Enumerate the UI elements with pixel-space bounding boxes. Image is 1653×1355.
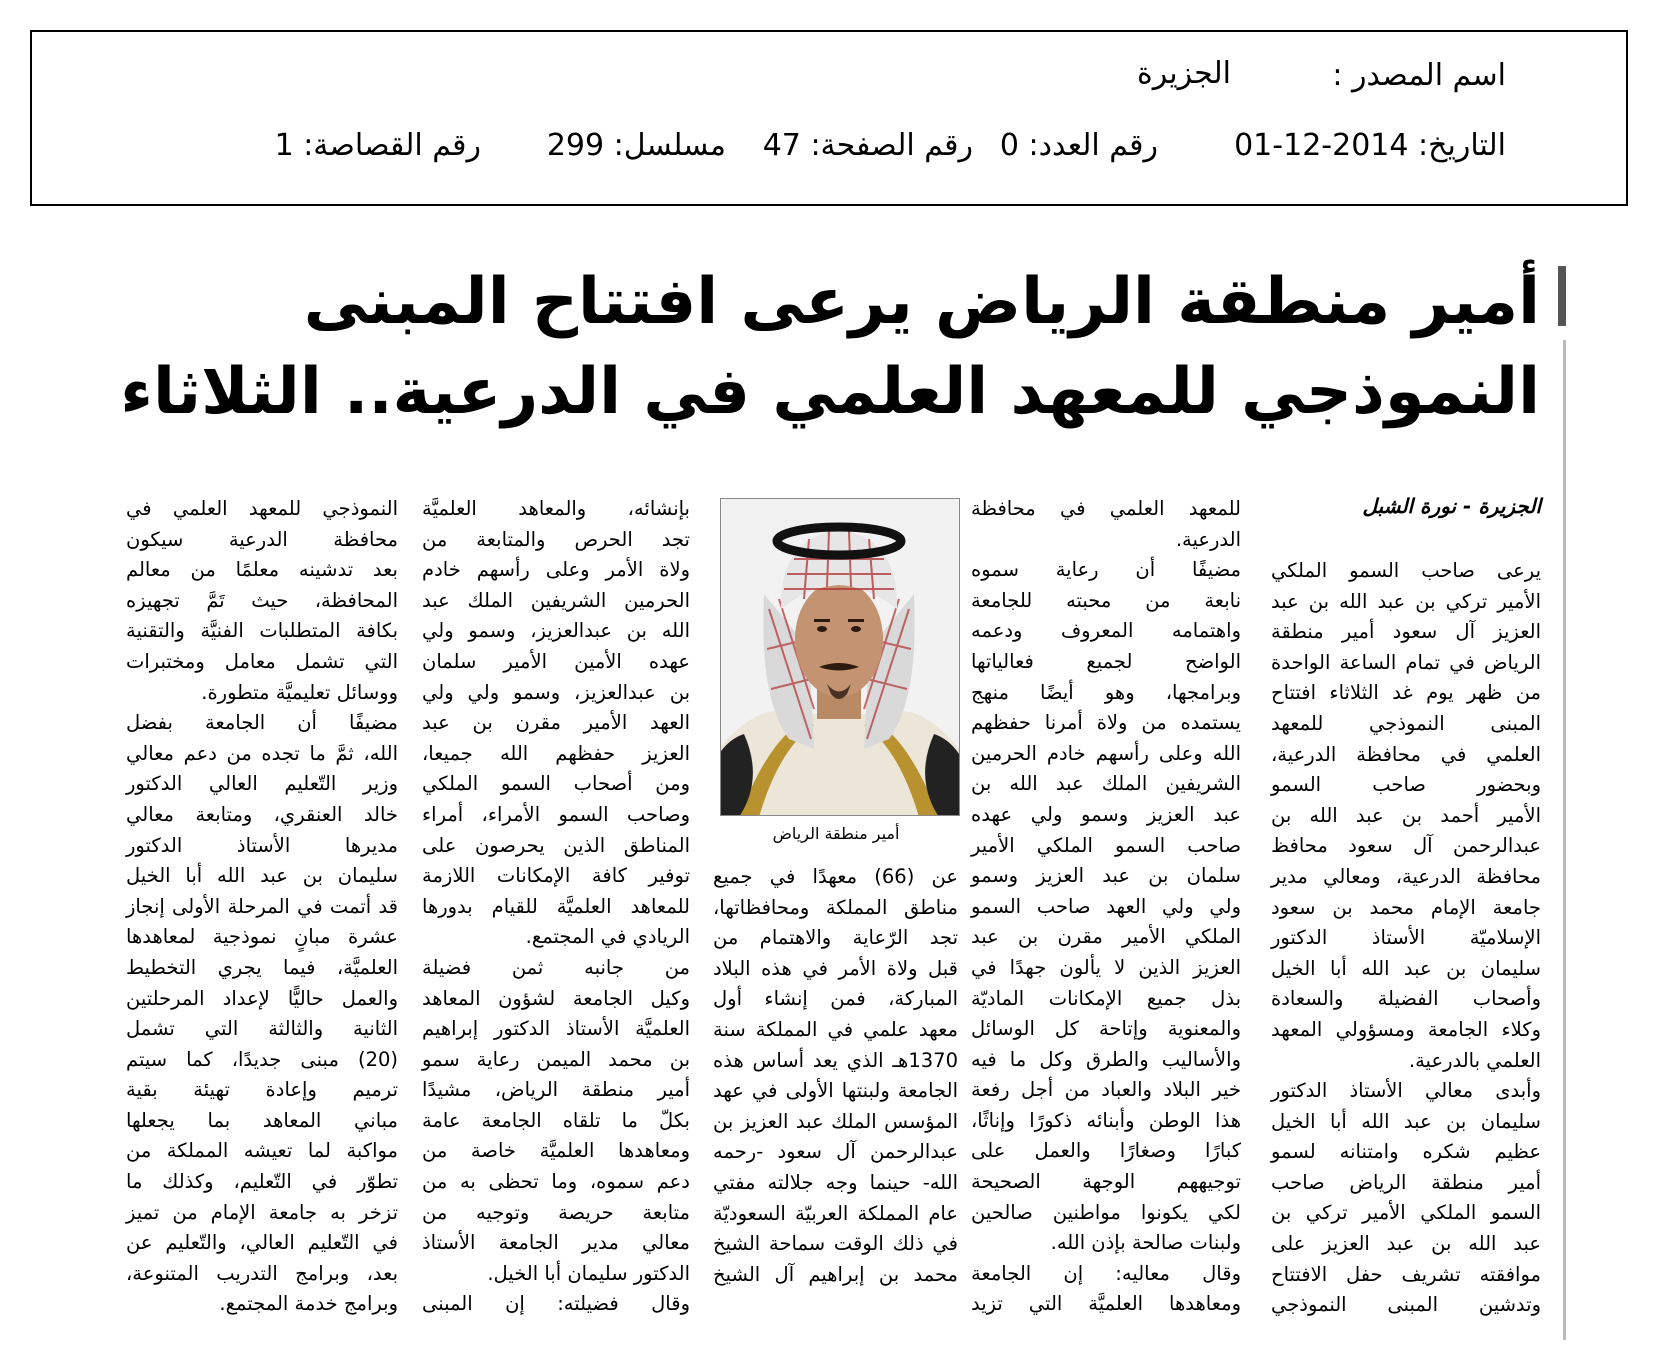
article-line: (20) مبنى جديدًا، كما سيتم	[126, 1047, 398, 1071]
article-line: المبنى النموذجي للمعهد	[1271, 711, 1541, 735]
article-line: العزيز الذين لا يألون جهدًا في	[971, 955, 1241, 979]
article-line: وتدشين المبنى النموذجي	[1271, 1293, 1541, 1317]
article-line: عظيم شكره وامتنانه لسمو	[1271, 1140, 1541, 1164]
article-line: وبحضور صاحب السمو	[1271, 773, 1541, 797]
article-line: العلمي في محافظة الدرعية،	[1271, 742, 1541, 766]
article-line: صاحب السمو الملكي الأمير	[971, 833, 1241, 857]
article-line: الشريفين الملك عبد الله بن	[971, 772, 1241, 796]
article-line: الواضح لجميع فعالياتها	[971, 649, 1241, 673]
headline-line-2: النموذجي للمعهد العلمي في الدرعية.. الثلاثاء	[120, 355, 1540, 429]
article-line: بعد، وبرامج التدريب المتنوعة،	[126, 1261, 398, 1285]
article-line: السمو الملكي الأمير تركي بن	[1271, 1201, 1541, 1225]
article-line: عبد العزيز وسمو ولي عهده	[971, 802, 1241, 826]
article-line: الأمير أحمد بن عبد الله بن	[1271, 803, 1541, 827]
source-label: اسم المصدر :	[1332, 58, 1506, 93]
article-line: متابعة حريصة وتوجيه من	[422, 1200, 690, 1224]
article-line: المحافظة، حيث تَمَّ تجهيزه	[126, 588, 398, 612]
article-line: العلميَّة الأستاذ الدكتور إبراهيم	[422, 1017, 690, 1041]
article-line: الرياض في تمام الساعة الواحدة	[1271, 650, 1541, 674]
article-line: وأصحاب الفضيلة والسعادة	[1271, 987, 1541, 1011]
article-line: الدكتور سليمان أبا الخيل.	[487, 1261, 690, 1285]
article-line: مواكبة لما تعيشه المملكة من	[126, 1139, 398, 1163]
article-line: من ظهر يوم غد الثلاثاء افتتاح	[1271, 681, 1541, 705]
article-line: تطوّر في التّعليم، وكذلك ما	[126, 1170, 398, 1194]
article-line: العزيز حفظهم الله جميعا،	[422, 741, 690, 765]
article-line: وصاحب السمو الأمراء، أمراء	[422, 802, 690, 826]
article-column-5	[126, 494, 398, 1320]
article-line: يستمده من ولاة أمرنا حفظهم	[971, 711, 1241, 735]
article-line: قبل ولاة الأمر في هذه البلاد	[713, 956, 958, 980]
article-line: عن (66) معهدًا في جميع	[713, 865, 958, 888]
article-line: النموذجي للمعهد العلمي في	[126, 497, 398, 520]
article-line: الجامعة ولبنتها الأولى في عهد	[713, 1079, 958, 1103]
article-column-2	[971, 494, 1241, 1320]
article-line: تجد الرّعاية والاهتمام من	[713, 926, 958, 950]
article-line: مباني المعاهد بما يجعلها	[126, 1108, 398, 1132]
article-line: لكي يكونوا مواطنين صالحين	[971, 1200, 1241, 1224]
article-line: معالي مدير الجامعة الأستاذ	[422, 1231, 690, 1255]
article-line: ترميم وإعادة تهيئة بقية	[126, 1078, 398, 1102]
article-line: ومن أصحاب السمو الملكي	[422, 772, 690, 796]
article-line: يرعى صاحب السمو الملكي	[1271, 559, 1541, 582]
article-line: أمير منطقة الرياض، مشيدًا	[422, 1078, 690, 1102]
article-line: وأبدى معالي الأستاذ الدكتور	[1271, 1079, 1541, 1103]
article-line: الثانية والثالثة التي تشمل	[126, 1017, 398, 1041]
article-line: محافظة الدرعية سيكون	[126, 527, 398, 551]
article-line: الإسلاميّة الأستاذ الدكتور	[1271, 926, 1541, 950]
article-line: وقال فضيلته: إن المبنى	[422, 1292, 690, 1316]
page-number-field: رقم الصفحة: 47	[762, 128, 973, 163]
article-line: بن عبدالعزيز، وسمو ولي ولي	[422, 680, 690, 704]
article-line: تجد الحرص والمتابعة من	[422, 527, 690, 551]
article-line: وبرامج خدمة المجتمع.	[219, 1292, 398, 1316]
article-line: مناطق المملكة ومحافظاتها،	[713, 895, 958, 919]
article-line: وزير التّعليم العالي الدكتور	[126, 772, 398, 796]
article-line: العلمي بالدرعية.	[1408, 1048, 1541, 1072]
article-line: العلميَّة، فيما يجري التخطيط	[126, 955, 398, 979]
article-line: وكيل الجامعة لشؤون المعاهد	[422, 986, 690, 1010]
article-line: وقال معاليه: إن الجامعة	[971, 1261, 1241, 1285]
article-line: التي تشمل معامل ومختبرات	[126, 649, 398, 673]
article-line: العزيز آل سعود أمير منطقة	[1271, 620, 1541, 644]
article-column-1	[1271, 556, 1541, 1321]
article-line: والأساليب والطرق وكل ما فيه	[971, 1047, 1241, 1071]
article-line: هذا الوطن وأبنائه ذكورًا وإناثًا،	[971, 1108, 1241, 1132]
article-line: الله وعلى رأسهم خادم الحرمين	[971, 741, 1241, 765]
article-line: محافظة الدرعية، ومعالي مدير	[1271, 864, 1541, 888]
article-line: الله، ثمَّ ما تجده من دعم معالي	[126, 741, 398, 765]
date-field: التاريخ: 2014-12-01	[1234, 128, 1506, 163]
headline-line-1: أمير منطقة الرياض يرعى افتتاح المبنى	[303, 265, 1540, 339]
article-line: المناطق الذين يحرصون على	[422, 833, 690, 857]
article-line: سليمان بن عبد الله أبا الخيل	[1271, 1109, 1541, 1133]
article-line: عشرة مبانٍ نموذجية لمعاهدها	[126, 925, 398, 949]
article-line: بعد تدشينه معلمًا من معالم	[126, 558, 398, 582]
article-line: سليمان بن عبد الله أبا الخيل	[126, 864, 398, 888]
article-line: الأمير تركي بن عبد الله بن عبد	[1271, 589, 1541, 613]
article-line: خالد العنقري، ومتابعة معالي	[126, 802, 398, 826]
article-line: والعمل حاليًّا لإعداد المرحلتين	[126, 986, 398, 1010]
article-line: المؤسس الملك عبد العزيز بن	[713, 1109, 958, 1133]
article-line: عهده الأمين الأمير سلمان	[422, 649, 690, 673]
article-line: بن محمد الميمن رعاية سمو	[422, 1047, 690, 1071]
article-line: تزخر به جامعة الإمام من تميز	[126, 1200, 398, 1224]
article-line: في ذلك الوقت سماحة الشيخ	[713, 1232, 958, 1256]
article-line: من جانبه ثمن فضيلة	[422, 955, 690, 979]
article-column-3	[713, 862, 958, 1290]
article-line: ومعاهدها العلميَّة خاصة من	[422, 1139, 690, 1163]
article-line: عبد الله بن عبد العزيز على	[1271, 1232, 1541, 1256]
article-line: للمعاهد العلميَّة للقيام بدورها	[422, 894, 690, 918]
article-line: المباركة، فمن إنشاء أول	[713, 987, 958, 1011]
article-line: سلمان بن عبد العزيز وسمو	[971, 864, 1241, 888]
issue-number-field: رقم العدد: 0	[999, 128, 1158, 163]
article-line: أمير منطقة الرياض صاحب	[1271, 1170, 1541, 1194]
article-line: عبدالرحمن آل سعود محافظ	[1271, 834, 1541, 858]
article-line: الله- حينما وجه جلالته مفتي	[713, 1170, 958, 1194]
photo-caption: أمير منطقة الرياض	[772, 824, 900, 843]
article-line: الريادي في المجتمع.	[525, 925, 690, 949]
article-line: ولي ولي العهد صاحب السمو	[971, 894, 1241, 918]
article-line: عبدالرحمن آل سعود -رحمه	[713, 1140, 958, 1164]
article-line: دعم سموه، وما تحظى به من	[422, 1170, 690, 1194]
article-line: ولاة الأمر وعلى رأسهم خادم	[422, 558, 690, 582]
article-line: جامعة الإمام محمد بن سعود	[1271, 895, 1541, 919]
article-line: ولبنات صالحة بإذن الله.	[1050, 1231, 1241, 1255]
article-line: توجيههم الوجهة الصحيحة	[971, 1170, 1241, 1194]
article-line: الله بن عبدالعزيز، وسمو ولي	[422, 619, 690, 643]
article-line: بذل جميع الإمكانات الماديّة	[971, 986, 1241, 1010]
article-line: العهد الأمير مقرن بن عبد	[422, 711, 690, 735]
article-line: موافقته تشريف حفل الافتتاح	[1271, 1262, 1541, 1286]
article-line: وبرامجها، وهو أيضًا منهج	[971, 680, 1241, 704]
article-line: للمعهد العلمي في محافظة	[971, 497, 1241, 520]
headline-marker	[1558, 266, 1566, 326]
article-line: 1370هـ الذي يعد أساس هذه	[713, 1048, 958, 1072]
article-line: بكلّ ما تلقاه الجامعة عامة	[422, 1108, 690, 1132]
serial-number-field: مسلسل: 299	[546, 128, 726, 163]
source-info-box	[30, 30, 1628, 206]
article-line: بإنشائه، والمعاهد العلميَّة	[422, 497, 690, 520]
article-line: معهد علمي في المملكة سنة	[713, 1017, 958, 1041]
article-line: والمعنوية وإتاحة كل الوسائل	[971, 1017, 1241, 1041]
article-line: نابعة من محبته للجامعة	[971, 588, 1241, 612]
article-line: مضيفًا أن رعاية سموه	[971, 558, 1241, 582]
article-line: الحرمين الشريفين الملك عبد	[422, 588, 690, 612]
column-divider	[1563, 340, 1566, 1340]
portrait-image	[720, 499, 959, 816]
article-line: سليمان بن عبد الله أبا الخيل	[1271, 956, 1541, 980]
byline: الجزيرة - نورة الشبل	[1362, 494, 1541, 518]
article-line: ووسائل تعليميَّة متطورة.	[201, 680, 398, 704]
portrait-photo	[720, 498, 960, 816]
article-line: عام المملكة العربيّة السعوديّة	[713, 1201, 958, 1225]
article-line: بكافة المتطلبات الفنيَّة والتقنية	[126, 619, 398, 643]
article-line: مديرها الأستاذ الدكتور	[126, 833, 398, 857]
article-line: واهتمامه المعروف ودعمه	[971, 619, 1241, 643]
article-line: مضيفًا أن الجامعة بفضل	[126, 711, 398, 735]
article-line: الملكي الأمير مقرن بن عبد	[971, 925, 1241, 949]
article-line: الدرعية.	[1175, 527, 1241, 551]
article-line: محمد بن إبراهيم آل الشيخ	[713, 1262, 958, 1286]
article-line: ومعاهدها العلميَّة التي تزيد	[971, 1292, 1241, 1316]
article-line: خير البلاد والعباد من أجل رفعة	[971, 1078, 1241, 1102]
article-line: كبارًا وصغارًا والعمل على	[971, 1139, 1241, 1163]
article-line: وكلاء الجامعة ومسؤولي المعهد	[1271, 1017, 1541, 1041]
article-column-4	[422, 494, 690, 1320]
article-line: توفير كافة الإمكانات اللازمة	[422, 864, 690, 888]
source-value: الجزيرة	[1136, 56, 1231, 91]
clip-number-field: رقم القصاصة: 1	[274, 128, 481, 163]
article-line: قد أتمت في المرحلة الأولى إنجاز	[126, 894, 398, 918]
article-line: في التّعليم العالي، والتّعليم عن	[126, 1231, 398, 1255]
